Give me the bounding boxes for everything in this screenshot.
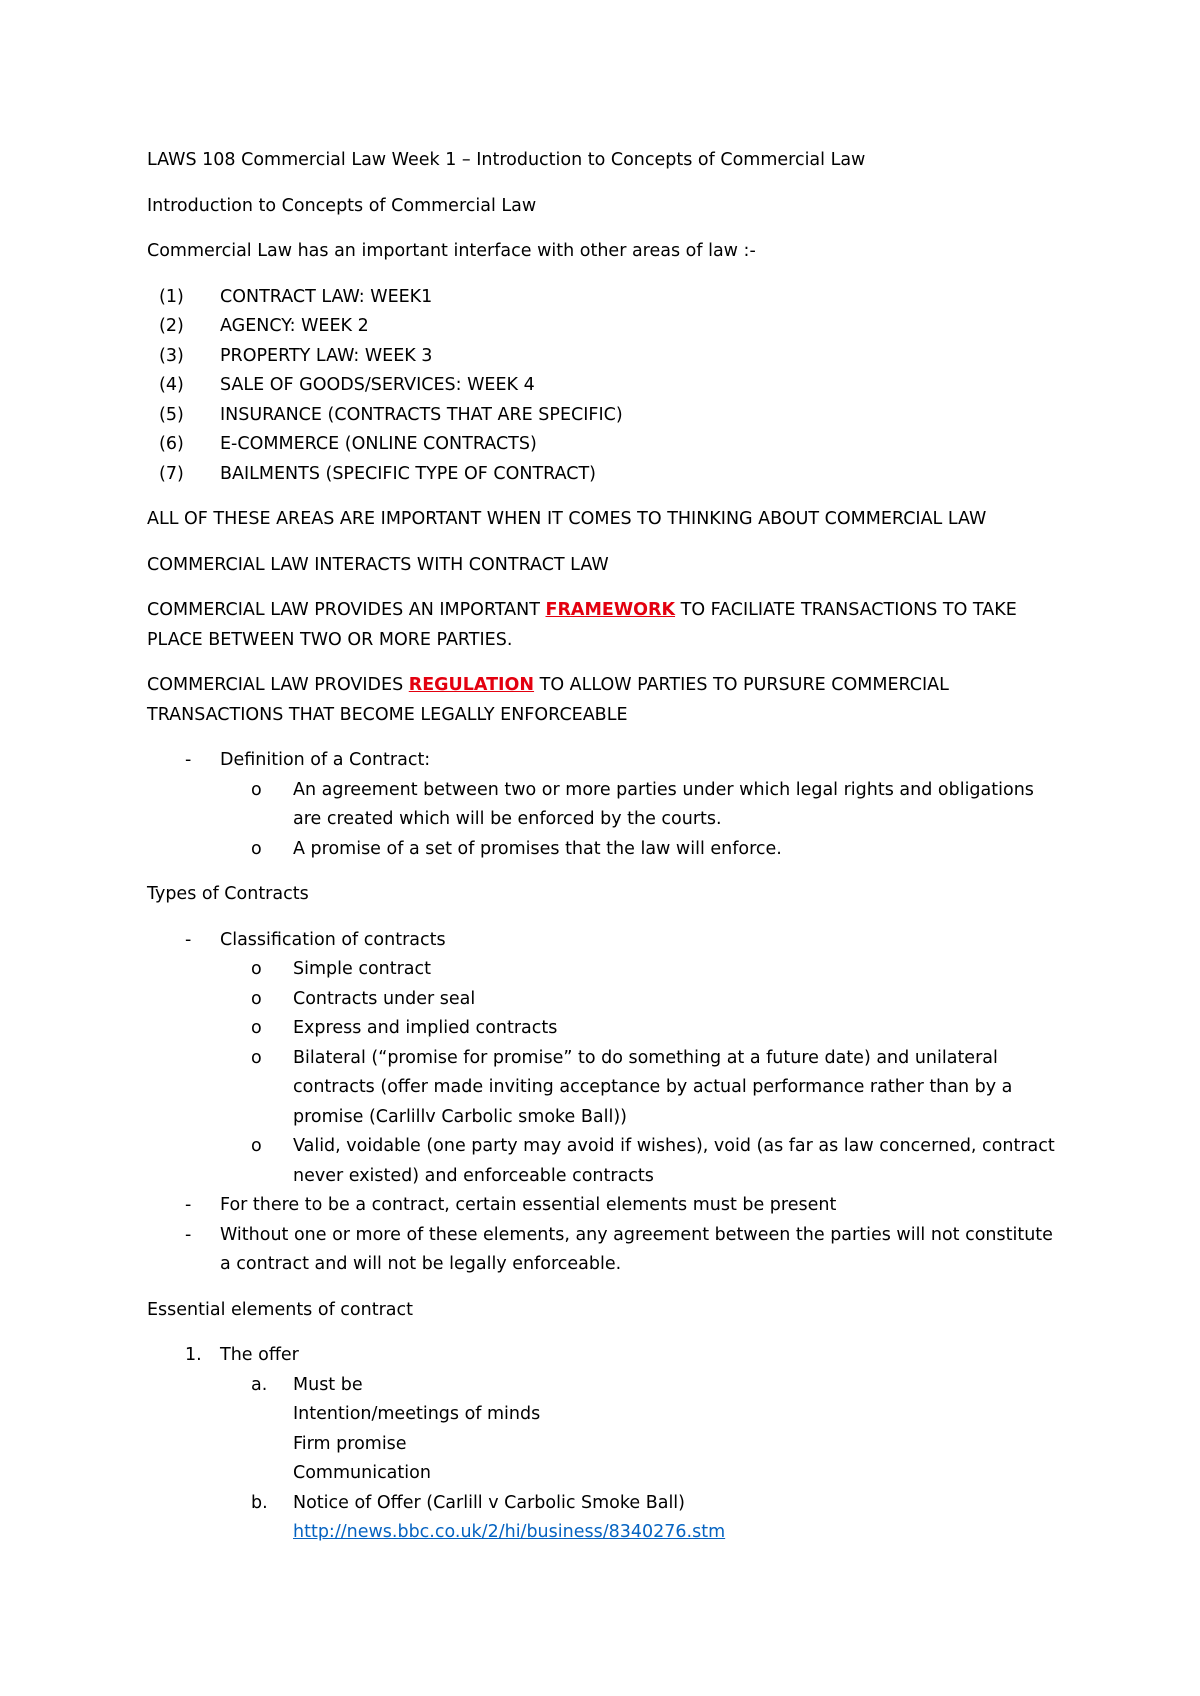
essential-heading: Essential elements of contract xyxy=(147,1299,413,1320)
offer-sub-list xyxy=(220,1371,1067,1548)
list-item xyxy=(147,283,1067,313)
list-marker: (6) xyxy=(159,434,184,454)
list-item-text: Valid, voidable (one party may avoid if wishes), void (as far as law concerned, contract never existed) and enforceable contracts xyxy=(293,1136,1055,1186)
list-item xyxy=(147,371,1067,401)
list-item-text: Simple contract xyxy=(293,959,432,979)
must-be-line: Communication xyxy=(293,1463,431,1483)
list-item-text: Express and implied contracts xyxy=(293,1018,558,1038)
list-item-text: For there to be a contract, certain essential elements must be present xyxy=(220,1195,837,1215)
list-item xyxy=(220,955,1067,985)
list-item xyxy=(147,401,1067,431)
regulation-statement xyxy=(147,671,1067,730)
classification-heading: Classification of contracts xyxy=(220,929,446,950)
must-be-line: Must be xyxy=(293,1374,363,1395)
document-page xyxy=(147,146,1067,1564)
framework-text-after: TO FACILIATE TRANSACTIONS TO TAKE PLACE BETWEEN TWO OR MORE PARTIES. xyxy=(147,600,1017,650)
list-marker: (5) xyxy=(159,404,184,425)
list-item xyxy=(147,926,1067,1192)
list-item xyxy=(220,776,1067,835)
list-item-text: BAILMENTS (SPECIFIC TYPE OF CONTRACT) xyxy=(220,463,597,484)
regulation-text-before: COMMERCIAL LAW PROVIDES xyxy=(147,675,409,695)
classification-sub-list xyxy=(220,955,1067,1191)
list-item-text: INSURANCE (CONTRACTS THAT ARE SPECIFIC) xyxy=(220,404,623,425)
list-item-text: Bilateral (“promise for promise” to do something at a future date) and unilateral contracts (offer made inviting acceptance by actual performance rather than by a promise (Carlillv Carbolic smoke Ball)) xyxy=(293,1047,1013,1127)
types-heading: Types of Contracts xyxy=(147,884,309,904)
list-marker: (4) xyxy=(159,375,184,395)
dash-marker: - xyxy=(185,929,192,950)
notice-of-offer-text: Notice of Offer (Carlill v Carbolic Smoke Ball) xyxy=(293,1492,685,1513)
areas-of-law-list xyxy=(147,283,1067,490)
framework-statement xyxy=(147,596,1067,655)
list-marker: (2) xyxy=(159,316,184,336)
bullet-marker: o xyxy=(251,838,262,859)
classification-list xyxy=(147,926,1067,1280)
list-item xyxy=(220,1371,1067,1489)
list-marker: (1) xyxy=(159,286,184,307)
list-item-text: CONTRACT LAW: WEEK1 xyxy=(220,286,433,307)
letter-marker: b. xyxy=(251,1492,268,1513)
bbc-news-link[interactable]: http://news.bbc.co.uk/2/hi/business/8340276.stm xyxy=(293,1522,726,1542)
document-subtitle: Introduction to Concepts of Commercial Law xyxy=(147,195,537,216)
list-item-text: PROPERTY LAW: WEEK 3 xyxy=(220,345,433,366)
framework-text-before: COMMERCIAL LAW PROVIDES AN IMPORTANT xyxy=(147,600,546,620)
bullet-marker: o xyxy=(251,959,262,979)
list-item xyxy=(220,1014,1067,1044)
letter-marker: a. xyxy=(251,1374,268,1395)
list-item-text: Without one or more of these elements, any agreement between the parties will not constitute a contract and will not be legally enforceable. xyxy=(220,1224,1053,1274)
definition-heading: Definition of a Contract: xyxy=(220,750,431,770)
dash-marker: - xyxy=(185,1195,192,1215)
intro-paragraph: Commercial Law has an important interface with other areas of law :- xyxy=(147,241,756,261)
list-item xyxy=(147,342,1067,372)
list-item xyxy=(220,1132,1067,1191)
list-item xyxy=(147,1191,1067,1221)
offer-heading: The offer xyxy=(220,1345,299,1365)
dash-marker: - xyxy=(185,1224,192,1245)
list-item xyxy=(220,1489,1067,1548)
all-areas-statement: ALL OF THESE AREAS ARE IMPORTANT WHEN IT COMES TO THINKING ABOUT COMMERCIAL LAW xyxy=(147,509,987,529)
list-item xyxy=(147,746,1067,864)
number-marker: 1. xyxy=(185,1345,202,1365)
bullet-marker: o xyxy=(251,1018,262,1038)
bullet-marker: o xyxy=(251,988,262,1009)
list-item xyxy=(220,835,1067,865)
bullet-marker: o xyxy=(251,1136,262,1156)
regulation-emphasis: REGULATION xyxy=(408,675,535,695)
list-marker: (7) xyxy=(159,463,184,484)
list-item xyxy=(220,985,1067,1015)
list-item xyxy=(147,1221,1067,1280)
list-item xyxy=(147,312,1067,342)
must-be-line: Intention/meetings of minds xyxy=(293,1404,541,1424)
list-item-text: E-COMMERCE (ONLINE CONTRACTS) xyxy=(220,434,537,454)
dash-marker: - xyxy=(185,750,192,770)
list-item-text: AGENCY: WEEK 2 xyxy=(220,316,369,336)
list-item xyxy=(147,1341,1067,1548)
regulation-text-after: TO ALLOW PARTIES TO PURSURE COMMERCIAL TRANSACTIONS THAT BECOME LEGALLY ENFORCEABLE xyxy=(147,675,949,725)
list-item xyxy=(147,430,1067,460)
definition-list xyxy=(147,746,1067,864)
bullet-marker: o xyxy=(251,779,262,800)
list-item-text: An agreement between two or more parties under which legal rights and obligations are created which will be enforced by the courts. xyxy=(293,779,1034,829)
list-item-text: A promise of a set of promises that the law will enforce. xyxy=(293,838,782,859)
definition-sub-list xyxy=(220,776,1067,865)
framework-emphasis: FRAMEWORK xyxy=(545,600,676,620)
list-item-text: SALE OF GOODS/SERVICES: WEEK 4 xyxy=(220,375,535,395)
list-item xyxy=(220,1044,1067,1133)
must-be-line: Firm promise xyxy=(293,1433,407,1454)
list-item-text: Contracts under seal xyxy=(293,988,476,1009)
bullet-marker: o xyxy=(251,1047,262,1068)
list-marker: (3) xyxy=(159,345,184,366)
list-item xyxy=(147,460,1067,490)
essential-elements-list xyxy=(147,1341,1067,1548)
document-title: LAWS 108 Commercial Law Week 1 – Introduction to Concepts of Commercial Law xyxy=(147,150,866,170)
interacts-statement: COMMERCIAL LAW INTERACTS WITH CONTRACT LAW xyxy=(147,554,609,575)
